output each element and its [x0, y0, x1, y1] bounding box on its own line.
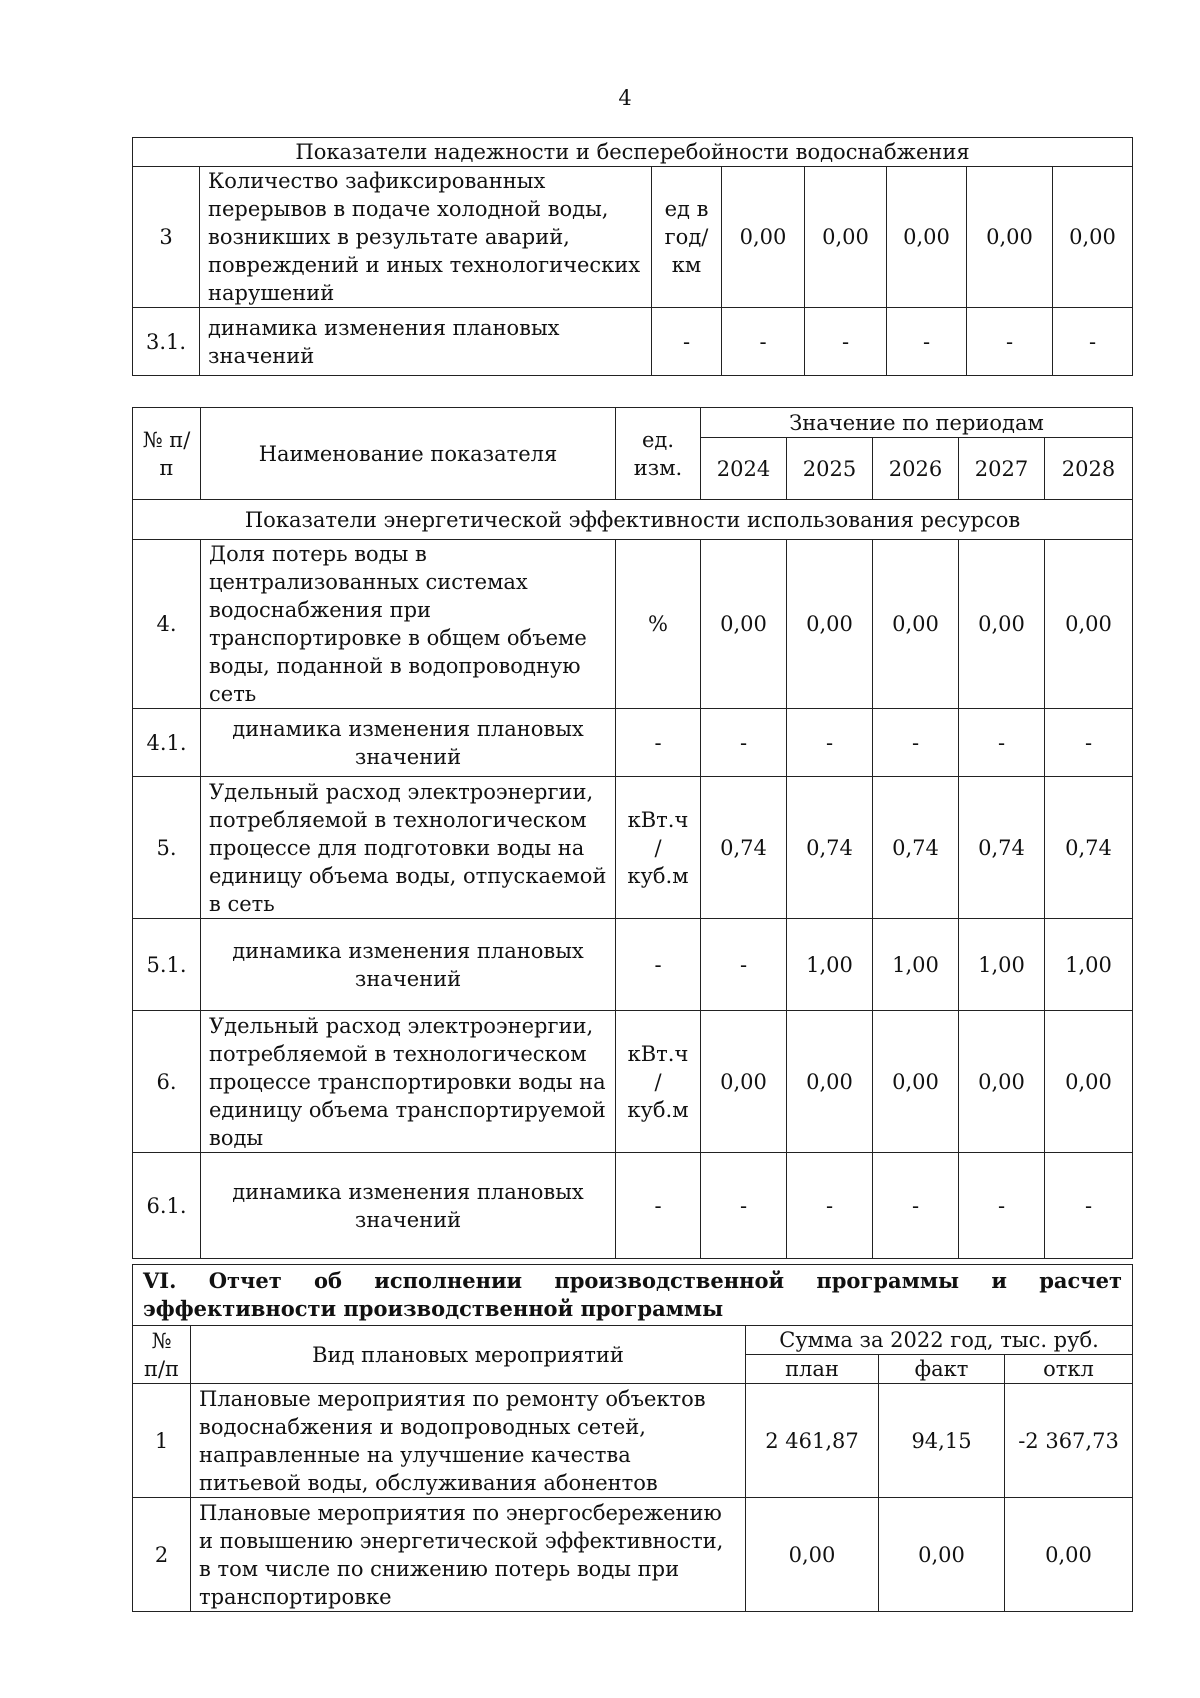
value-cell: -	[701, 709, 787, 777]
unit-cell: ед в год/ км	[652, 167, 722, 308]
plan-cell: 2 461,87	[746, 1384, 879, 1498]
value-cell: 0,00	[805, 167, 887, 308]
value-cell: -	[959, 1153, 1045, 1259]
header-num: № п/п	[133, 408, 201, 500]
activity-name: Плановые мероприятия по ремонту объектов водоснабжения и водопроводных сетей, направленные на улучшение качества питьевой воды, обслуживания абонентов	[191, 1384, 746, 1498]
value-cell: 0,74	[873, 777, 959, 919]
section-title: Показатели энергетической эффективности использования ресурсов	[133, 500, 1133, 540]
value-cell: 0,00	[1045, 1011, 1133, 1153]
header-num: № п/п	[133, 1326, 191, 1384]
fact-cell: 0,00	[879, 1498, 1005, 1612]
row-number: 3	[133, 167, 200, 308]
table-row	[133, 1153, 1133, 1259]
value-cell: 0,00	[1053, 167, 1133, 308]
reliability-table	[132, 137, 1133, 376]
value-cell: -	[1045, 1153, 1133, 1259]
row-number: 4.	[133, 540, 201, 709]
value-cell: 0,74	[959, 777, 1045, 919]
indicator-name: Доля потерь воды в централизованных системах водоснабжения при транспортировке в общем объеме воды, поданной в водопроводную сеть	[201, 540, 616, 709]
value-cell: 0,00	[873, 540, 959, 709]
header-year: 2028	[1045, 438, 1133, 500]
indicator-name: Количество зафиксированных перерывов в подаче холодной воды, возникших в результате аварий, повреждений и иных технологических нарушений	[200, 167, 652, 308]
value-cell: 0,74	[701, 777, 787, 919]
table-row	[133, 167, 1133, 308]
indicator-name: динамика изменения плановых значений	[201, 1153, 616, 1259]
value-cell: 0,00	[1045, 540, 1133, 709]
section-title: VI. Отчет об исполнении производственной программы и расчет эффективности производственной программы	[133, 1265, 1133, 1326]
row-number: 6.1.	[133, 1153, 201, 1259]
header-activity: Вид плановых мероприятий	[191, 1326, 746, 1384]
indicator-name: динамика изменения плановых значений	[200, 308, 652, 376]
value-cell: -	[873, 709, 959, 777]
value-cell: 1,00	[959, 919, 1045, 1011]
header-year: 2025	[787, 438, 873, 500]
value-cell: -	[873, 1153, 959, 1259]
unit-cell: -	[616, 919, 701, 1011]
value-cell: 0,00	[787, 540, 873, 709]
value-cell: 0,74	[787, 777, 873, 919]
row-number: 3.1.	[133, 308, 200, 376]
table-row	[133, 709, 1133, 777]
indicator-name: динамика изменения плановых значений	[201, 919, 616, 1011]
value-cell: -	[887, 308, 967, 376]
value-cell: -	[967, 308, 1053, 376]
fact-cell: 94,15	[879, 1384, 1005, 1498]
table-row	[133, 1384, 1133, 1498]
row-number: 5.	[133, 777, 201, 919]
unit-cell: кВт.ч / куб.м	[616, 1011, 701, 1153]
unit-cell: -	[616, 709, 701, 777]
table-row	[133, 540, 1133, 709]
value-cell: 0,00	[887, 167, 967, 308]
header-year: 2027	[959, 438, 1045, 500]
value-cell: -	[722, 308, 805, 376]
energy-efficiency-table	[132, 407, 1133, 1259]
value-cell: -	[701, 1153, 787, 1259]
value-cell: 1,00	[1045, 919, 1133, 1011]
row-number: 5.1.	[133, 919, 201, 1011]
value-cell: 0,00	[959, 540, 1045, 709]
value-cell: 0,00	[701, 1011, 787, 1153]
indicator-name: динамика изменения плановых значений	[201, 709, 616, 777]
program-report-table	[132, 1264, 1133, 1612]
section-title: Показатели надежности и бесперебойности водоснабжения	[133, 138, 1133, 167]
header-year: 2026	[873, 438, 959, 500]
header-unit: ед. изм.	[616, 408, 701, 500]
table-row	[133, 308, 1133, 376]
value-cell: 0,00	[722, 167, 805, 308]
value-cell: -	[1045, 709, 1133, 777]
header-year: 2024	[701, 438, 787, 500]
unit-cell: -	[616, 1153, 701, 1259]
indicator-name: Удельный расход электроэнергии, потребляемой в технологическом процессе транспортировки воды на единицу объема транспортируемой воды	[201, 1011, 616, 1153]
value-cell: 1,00	[787, 919, 873, 1011]
row-number: 6.	[133, 1011, 201, 1153]
value-cell: -	[1053, 308, 1133, 376]
unit-cell: %	[616, 540, 701, 709]
activity-name: Плановые мероприятия по энергосбережению и повышению энергетической эффективности, в том числе по снижению потерь воды при транспортировке	[191, 1498, 746, 1612]
row-number: 1	[133, 1384, 191, 1498]
header-sum: Сумма за 2022 год, тыс. руб.	[746, 1326, 1133, 1355]
value-cell: 0,00	[787, 1011, 873, 1153]
header-name: Наименование показателя	[201, 408, 616, 500]
header-plan: план	[746, 1355, 879, 1384]
value-cell: -	[787, 1153, 873, 1259]
unit-cell: -	[652, 308, 722, 376]
indicator-name: Удельный расход электроэнергии, потребляемой в технологическом процессе для подготовки воды на единицу объема воды, отпускаемой в сеть	[201, 777, 616, 919]
value-cell: 0,00	[959, 1011, 1045, 1153]
unit-cell: кВт.ч / куб.м	[616, 777, 701, 919]
value-cell: 0,00	[967, 167, 1053, 308]
header-deviation: откл	[1005, 1355, 1133, 1384]
table-row	[133, 919, 1133, 1011]
deviation-cell: -2 367,73	[1005, 1384, 1133, 1498]
header-fact: факт	[879, 1355, 1005, 1384]
value-cell: -	[787, 709, 873, 777]
plan-cell: 0,00	[746, 1498, 879, 1612]
value-cell: 0,00	[873, 1011, 959, 1153]
value-cell: -	[805, 308, 887, 376]
page-number: 4	[618, 86, 632, 110]
row-number: 2	[133, 1498, 191, 1612]
row-number: 4.1.	[133, 709, 201, 777]
value-cell: 1,00	[873, 919, 959, 1011]
deviation-cell: 0,00	[1005, 1498, 1133, 1612]
table-row	[133, 1011, 1133, 1153]
table-row	[133, 777, 1133, 919]
value-cell: 0,74	[1045, 777, 1133, 919]
value-cell: -	[959, 709, 1045, 777]
value-cell: -	[701, 919, 787, 1011]
value-cell: 0,00	[701, 540, 787, 709]
table-row	[133, 1498, 1133, 1612]
header-periods: Значение по периодам	[701, 408, 1133, 438]
